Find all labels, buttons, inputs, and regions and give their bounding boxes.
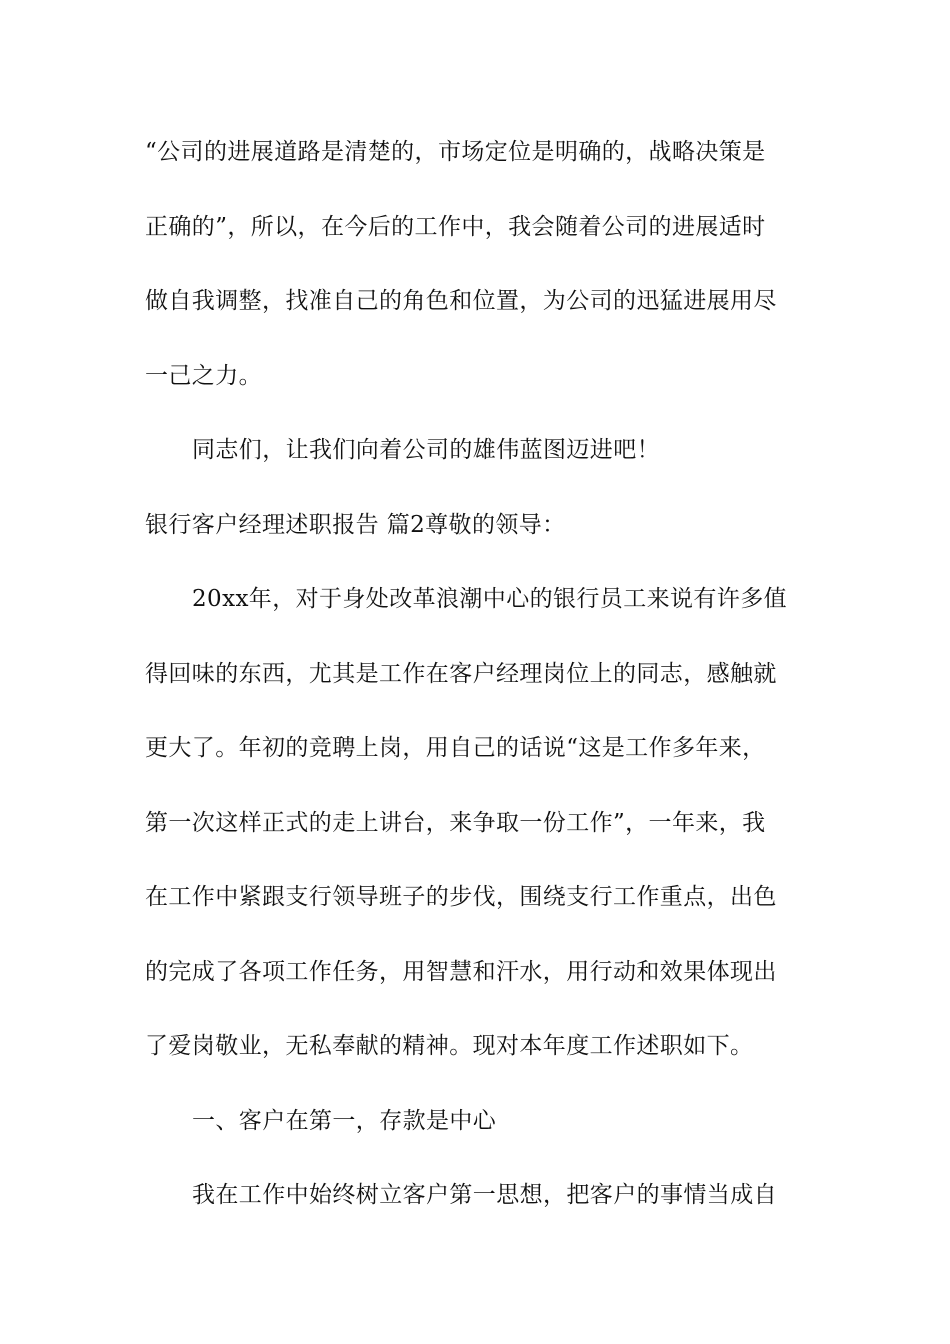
- text-line: 一己之力。: [145, 362, 262, 389]
- text-line: 了爱岗敬业，无私奉献的精神。现对本年度工作述职如下。: [145, 1033, 754, 1059]
- text-line: 我在工作中始终树立客户第一思想，把客户的事情当成自: [192, 1182, 777, 1208]
- text-line: 同志们，让我们向着公司的雄伟蓝图迈进吧！: [192, 437, 660, 463]
- text-line: 更大了。年初的竞聘上岗，用自己的话说“这是工作多年来，: [145, 735, 766, 761]
- document-body: [145, 128, 805, 1246]
- subsection-heading: 一、客户在第一，存款是中心: [192, 1107, 497, 1134]
- text-line: “公司的进展道路是清楚的，市场定位是明确的，战略决策是: [145, 139, 766, 165]
- text-line: 20xx年，对于身处改革浪潮中心的银行员工来说有许多值: [192, 586, 788, 612]
- text-line: 得回味的东西，尤其是工作在客户经理岗位上的同志，感触就: [145, 660, 777, 687]
- text-line: 做自我调整，找准自己的角色和位置，为公司的迅猛进展用尽: [145, 288, 777, 314]
- text-line: 第一次这样正式的走上讲台，来争取一份工作”，一年来，我: [145, 809, 766, 836]
- section-heading: 银行客户经理述职报告 篇2尊敬的领导：: [145, 511, 566, 538]
- text-line: 的完成了各项工作任务，用智慧和汗水，用行动和效果体现出: [145, 958, 777, 985]
- text-line: 在工作中紧跟支行领导班子的步伐，围绕支行工作重点，出色: [145, 884, 777, 910]
- text-line: 正确的”，所以，在今后的工作中，我会随着公司的进展适时: [145, 213, 766, 240]
